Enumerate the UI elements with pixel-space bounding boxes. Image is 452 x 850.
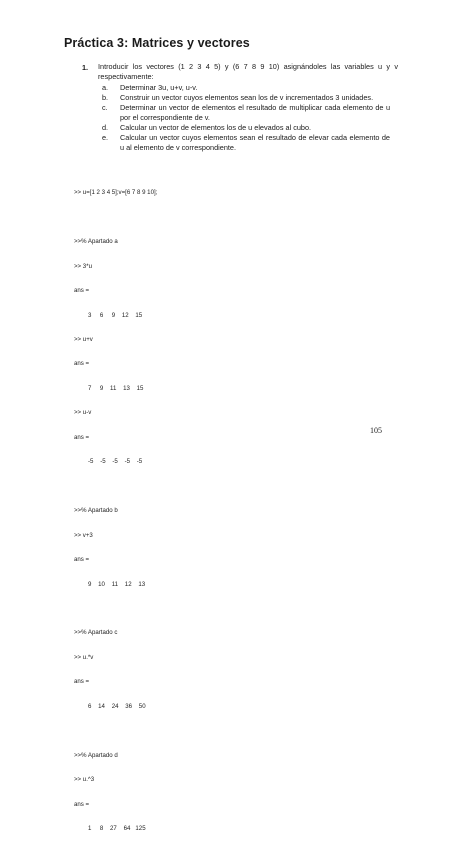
question-text: Introducir los vectores (1 2 3 4 5) y (6 7 8 9 10) asignándoles las variables u y v respectivamente: <box>98 62 398 81</box>
code-line: >> u.^3 <box>74 776 95 784</box>
code-output: 1 8 27 64 125 <box>88 825 146 833</box>
subitem-a <box>98 83 390 93</box>
code-blank-line <box>74 214 157 222</box>
code-blank-line <box>74 483 157 491</box>
code-line: >> v+3 <box>74 531 93 539</box>
subitem-letter: b. <box>102 93 109 102</box>
code-output: 3 6 9 12 15 <box>88 311 143 319</box>
code-line: >>% Apartado d <box>74 751 118 759</box>
code-line: >> u.*v <box>74 653 94 661</box>
code-output: 9 10 11 12 13 <box>88 580 146 588</box>
subitem-letter: d. <box>102 123 109 132</box>
subitem-letter: e. <box>102 133 109 142</box>
subitem-text: Calcular un vector de elementos los de u elevados al cubo. <box>120 123 312 132</box>
code-blank-line <box>74 605 157 613</box>
code-line: >> u-v <box>74 409 92 417</box>
subitem-list <box>98 83 390 153</box>
subitem-b <box>98 93 390 103</box>
code-line: >> u+v <box>74 336 93 344</box>
code-line: >> u=[1 2 3 4 5];v=[6 7 8 9 10]; <box>74 189 158 197</box>
code-line: ans = <box>74 556 90 564</box>
subitem-text: Determinar un vector de elementos el resultado de multiplicar cada elemento de u por el correspondiente de v. <box>120 103 390 122</box>
code-output: -5 -5 -5 -5 -5 <box>88 458 143 466</box>
code-line: ans = <box>74 360 90 368</box>
subitem-e <box>98 133 390 153</box>
subitem-letter: c. <box>102 103 108 112</box>
code-blank-line <box>74 727 157 735</box>
code-line: >>% Apartado b <box>74 507 118 515</box>
matlab-session <box>74 173 157 850</box>
subitem-letter: a. <box>102 83 109 92</box>
code-line: >>% Apartado c <box>74 629 118 637</box>
subitem-text: Construir un vector cuyos elementos sean los de v incrementados 3 unidades. <box>120 93 374 102</box>
code-line: ans = <box>74 433 90 441</box>
code-output: 7 9 11 13 15 <box>88 384 144 392</box>
question-number: 1. <box>82 63 89 72</box>
code-line: >> 3*u <box>74 262 92 270</box>
subitem-text: Calcular un vector cuyos elementos sean el resultado de elevar cada elemento de u al elemento de v correspondiente. <box>120 133 390 152</box>
page-title: Práctica 3: Matrices y vectores <box>64 36 250 50</box>
code-line: >>% Apartado a <box>74 238 118 246</box>
subitem-text: Determinar 3u, u+v, u-v. <box>120 83 198 92</box>
subitem-c <box>98 103 390 123</box>
subitem-d <box>98 123 390 133</box>
code-output: 6 14 24 36 50 <box>88 702 146 710</box>
page-number: 105 <box>370 426 382 435</box>
code-line: ans = <box>74 287 90 295</box>
code-line: ans = <box>74 678 90 686</box>
code-line: ans = <box>74 800 90 808</box>
